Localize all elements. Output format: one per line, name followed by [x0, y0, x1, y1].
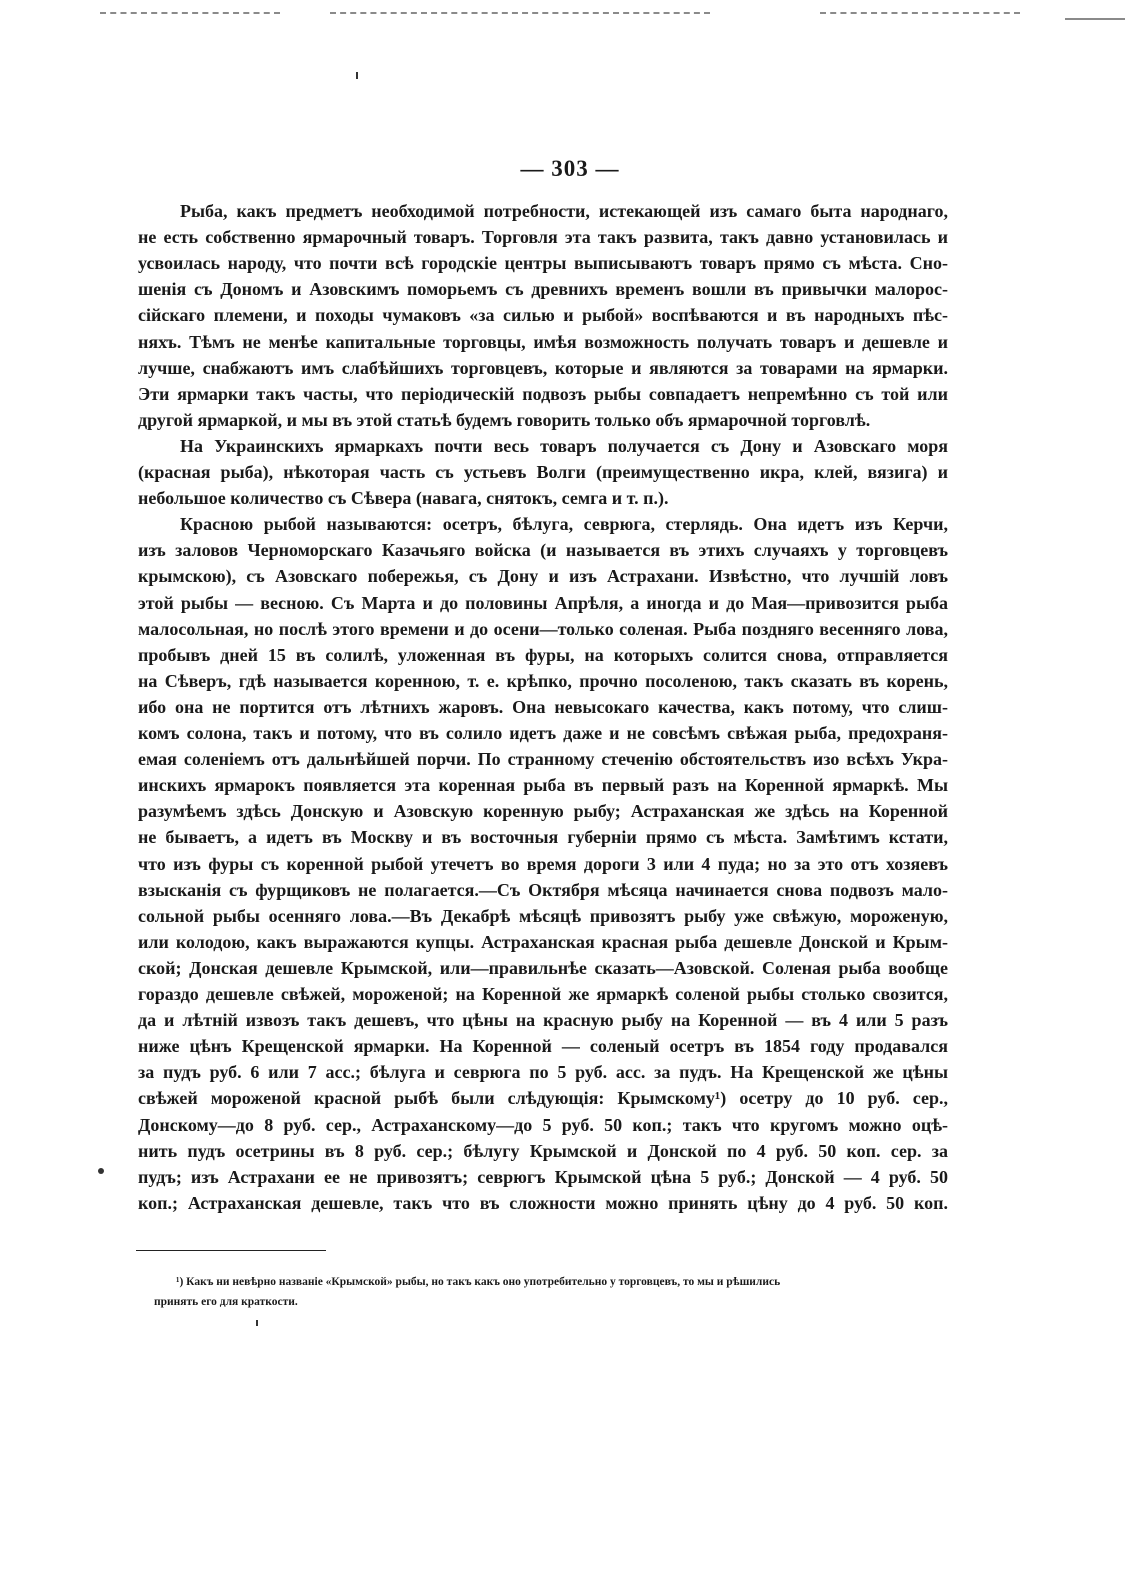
text-line: нить пудъ осетрины въ 8 руб. сер.; бѣлугу Крымской и Донской по 4 руб. 50 коп. сер. за [138, 1140, 948, 1161]
footnote-separator [136, 1250, 326, 1251]
text-line: Красною рыбой называются: осетръ, бѣлуга, севрюга, стерлядь. Она идетъ изъ Керчи, [180, 514, 948, 535]
text-line: Донскому—до 8 руб. сер., Астраханскому—до 5 руб. 50 коп.; такъ что кругомъ можно оцѣ- [138, 1114, 948, 1135]
top-edge-dashes [1065, 18, 1125, 20]
text-line: сійскаго племени, и походы чумаковъ «за силью и рыбой» воспѣваются и въ народныхъ пѣс- [138, 305, 948, 326]
text-line: не есть собственно ярмарочный товаръ. Торговля эта такъ развита, такъ давно установилась и [138, 227, 948, 248]
text-line: или колодою, какъ выражаются купцы. Астраханская красная рыба дешевле Донской и Крым- [138, 931, 948, 952]
text-line: изъ заловов Черноморскаго Казачьяго войска (и называется въ этихъ случаяхъ у торговцевъ [138, 540, 948, 561]
text-line: не бываетъ, а идетъ въ Москву и въ восточныя губерніи прямо съ мѣста. Замѣтимъ кстати, [138, 827, 948, 848]
text-line: инскихъ ярмарокъ появляется эта коренная рыба въ первый разъ на Коренной ярмаркѣ. Мы [138, 775, 948, 796]
text-line: коп.; Астраханская дешевле, такъ что въ сложности можно принять цѣну до 4 руб. 50 коп. [138, 1192, 948, 1213]
text-line: емая соленіемъ отъ дальнѣйшей порчи. По странному стеченію обстоятельствъ изо всѣхъ Укра- [138, 749, 948, 770]
text-line: шенія съ Дономъ и Азовскимъ поморьемъ съ древнихъ временъ вошли въ привычки малорос- [138, 279, 948, 300]
text-line: что изъ фуры съ коренной рыбой утечетъ во время дороги 3 или 4 пуда; но за это отъ хозяевъ [138, 853, 948, 874]
text-line: Рыба, какъ предметъ необходимой потребности, истекающей изъ самаго быта народнаго, [180, 201, 948, 221]
footnote-line: принять его для краткости. [154, 1296, 298, 1308]
text-line: Эти ярмарки такъ часты, что періодическій подвозъ рыбы совпадаетъ непремѣнно съ той или [138, 383, 948, 404]
text-line: небольшое количество съ Сѣвера (навага, снятокъ, семга и т. п.). [138, 488, 669, 509]
text-line: ибо она не портится отъ лѣтнихъ жаровъ. Она невысокаго качества, какъ потому, что слиш- [138, 696, 948, 717]
top-edge-dashes [330, 12, 710, 14]
top-edge-dashes [820, 12, 1020, 14]
text-line: ской; Донская дешевле Крымской, или—правильнѣе сказать—Азовской. Соленая рыба вообще [138, 957, 948, 978]
text-line: взысканія съ фурщиковъ не полагается.—Съ Октября мѣсяца начинается снова подвозъ мало- [138, 879, 948, 900]
text-line: разумѣемъ здѣсь Донскую и Азовскую коренную рыбу; Астраханская же здѣсь на Коренной [138, 801, 948, 822]
text-line: крымскою), съ Азовскаго побережья, съ Дону и изъ Астрахани. Извѣстно, что лучшій ловъ [138, 566, 948, 587]
text-line: пробывъ дней 15 въ солилѣ, уложенная въ фуры, на которыхъ солится снова, отправляется [138, 644, 948, 665]
top-edge-dashes [100, 12, 280, 14]
text-line: ниже цѣнъ Крещенской ярмарки. На Коренной — соленый осетръ въ 1854 году продавался [138, 1036, 948, 1057]
margin-speck [98, 1168, 104, 1174]
text-line: другой ярмаркой, и мы въ этой статьѣ будемъ говорить только объ ярмарочной торговлѣ. [138, 409, 871, 430]
text-line: да и лѣтній извозъ такъ дешевъ, что цѣны на красную рыбу на Коренной — въ 4 или 5 разъ [138, 1010, 948, 1031]
text-line: пудъ; изъ Астрахани ее не привозятъ; севрюгъ Крымской цѣна 5 руб.; Донской — 4 руб. 50 [138, 1166, 948, 1187]
footnote-line: ¹) Какъ ни невѣрно названіе «Крымской» рыбы, но такъ какъ оно употребительно у торговцевъ, то мы и рѣшились [176, 1276, 781, 1288]
text-line: На Украинскихъ ярмаркахъ почти весь товаръ получается съ Дону и Азовскаго моря [180, 435, 948, 456]
text-line: няхъ. Тѣмъ не менѣе капитальные торговцы, имѣя возможность получать товаръ и дешевле и [138, 331, 948, 352]
page-number: — 303 — [520, 156, 620, 181]
text-line: комъ солона, такъ и потому, что въ солило идетъ даже и не совсѣмъ свѣжая рыба, предохраня- [138, 723, 948, 743]
text-line: сольной рыбы осенняго лова.—Въ Декабрѣ мѣсяцѣ привозятъ рыбу уже свѣжую, мороженую, [138, 905, 948, 926]
text-line: этой рыбы — весною. Съ Марта и до половины Апрѣля, а иногда и до Мая—привозится рыба [138, 592, 948, 613]
text-line: (красная рыба), нѣкоторая часть съ устьевъ Волги (преимущественно икра, клей, вязига) и [138, 462, 948, 482]
text-line: лучше, снабжаютъ имъ слабѣйшихъ торговцевъ, которые и являются за товарами на ярмарки. [138, 357, 948, 378]
text-line: свѣжей мороженой красной рыбѣ были слѣдующія: Крымскому¹) осетру до 10 руб. сер., [138, 1088, 948, 1109]
margin-speck [356, 72, 358, 79]
text-line: малосольная, но послѣ этого времени и до осени—только соленая. Рыба поздняго весенняго лова, [138, 618, 948, 639]
text-line: гораздо дешевле свѣжей, мороженой; на Коренной же ярмаркѣ соленой рыбы столько свозится, [138, 984, 948, 1004]
text-line: усвоилась народу, что почти всѣ городскіе центры выписываютъ товаръ прямо съ мѣста. Сно- [138, 253, 948, 274]
text-line: за пудъ руб. 6 или 7 асс.; бѣлуга и севрюга по 5 руб. асс. за пудъ. На Крещенской же цѣны [138, 1062, 948, 1083]
text-line: на Сѣверъ, гдѣ называется коренною, т. е. крѣпко, прочно посоленою, такъ сказать въ корень, [138, 670, 948, 691]
margin-speck [256, 1320, 258, 1326]
